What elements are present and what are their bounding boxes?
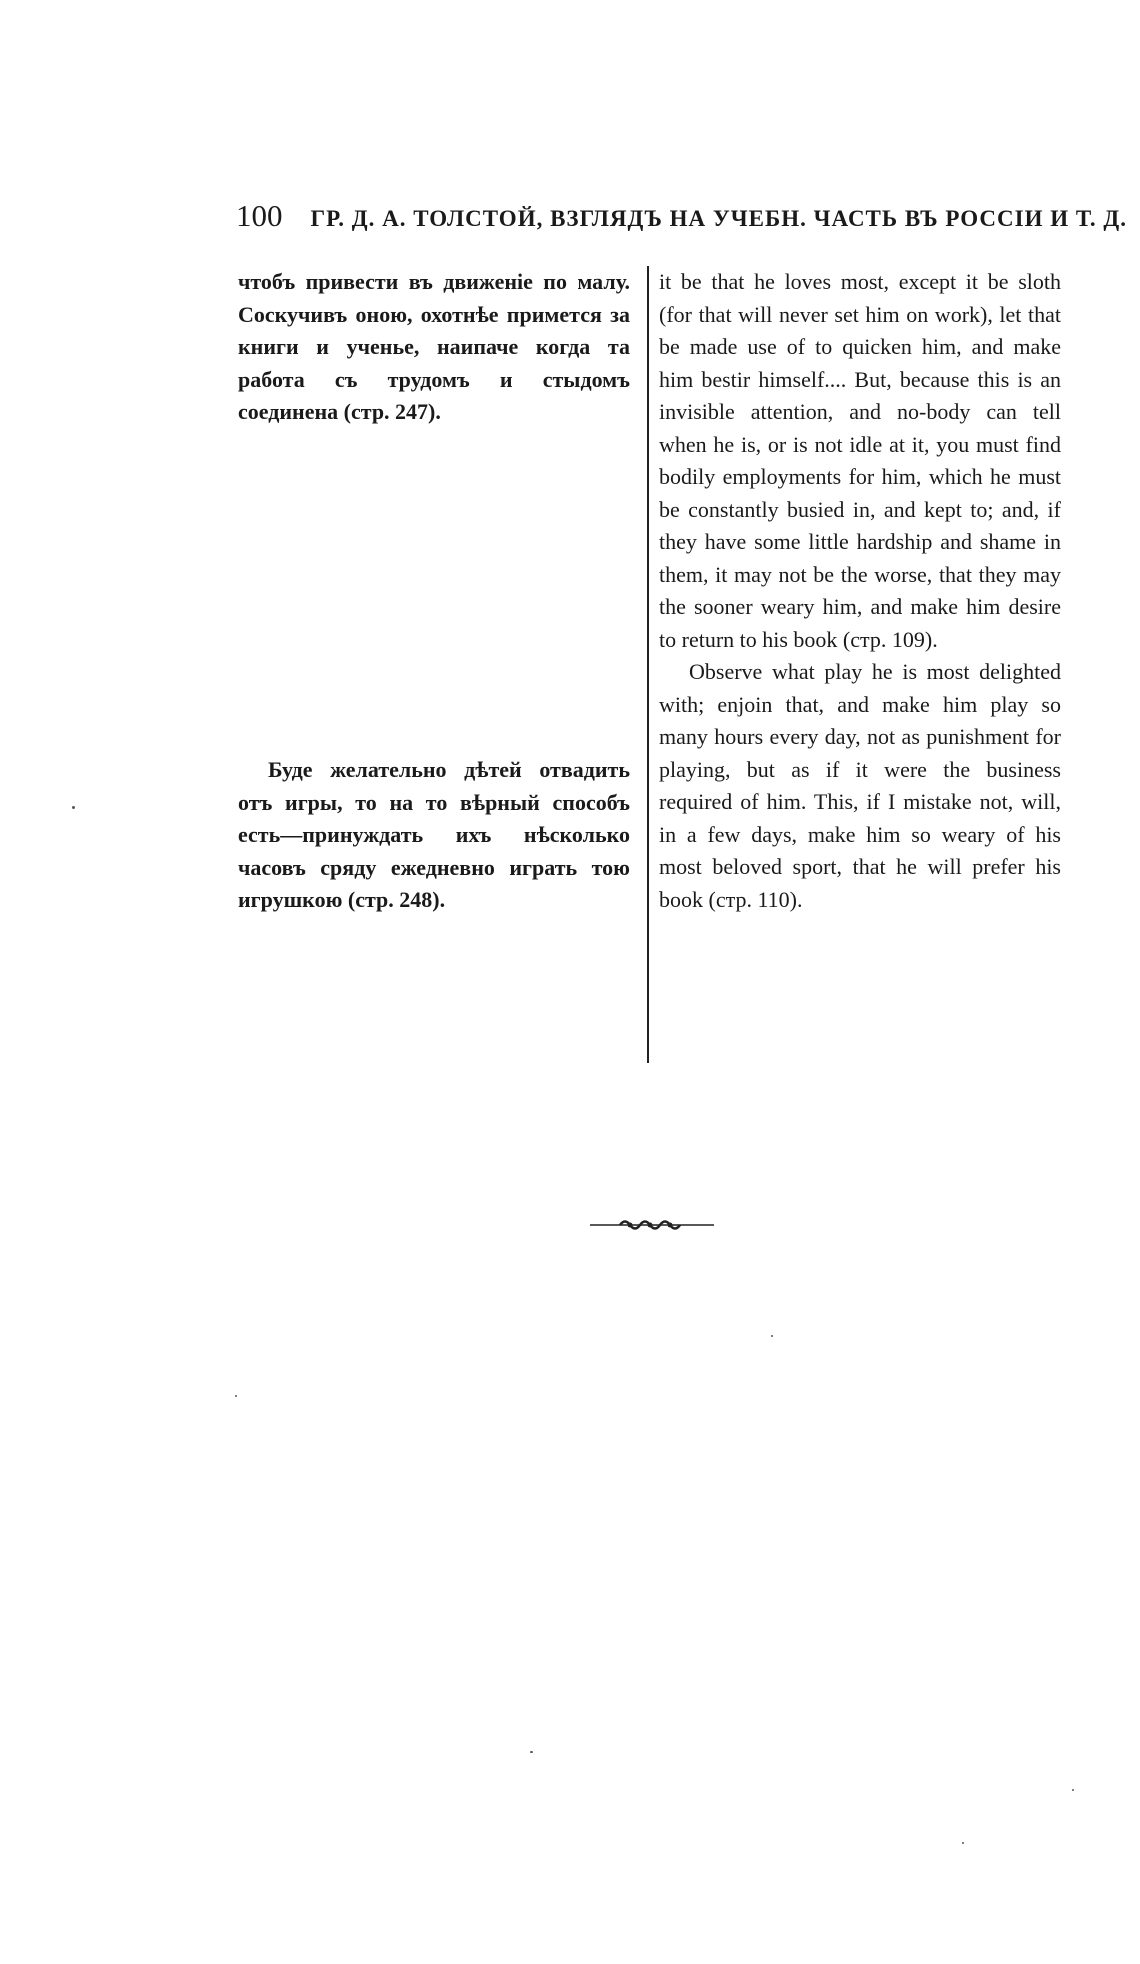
- paper-speck: [1072, 1789, 1074, 1791]
- right-paragraph-1: it be that he loves most, except it be sloth (for that will never set him on work), let that be made use of to quicken him, and make him bestir himself.... But, because this is an invisible attention, and no-body can tell when he is, or is not idle at it, you must find bodily employments for him, which he must be constantly busied in, and kept to; and, if they have some little hardship and shame in them, it may not be the worse, that they may the sooner weary him, and make him desire to return to his book (стр. 109).: [659, 269, 1061, 652]
- paper-speck: [235, 1395, 237, 1397]
- paper-speck: [771, 1335, 773, 1337]
- left-paragraph-1: чтобъ привести въ движеніе по малу. Соскучивъ оною, охотнѣе примется за книги и ученье, наипаче когда та работа съ трудомъ и стыдомъ соединена (стр. 247).: [238, 269, 630, 424]
- paper-speck: [962, 1842, 964, 1844]
- paper-speck: [72, 806, 75, 809]
- paper-speck: [530, 1751, 533, 1753]
- right-column-english: [659, 266, 1061, 916]
- page-header: [236, 198, 1127, 246]
- tailpiece-ornament-icon: [590, 1215, 714, 1235]
- running-head: ГР. Д. А. ТОЛСТОЙ, ВЗГЛЯДЪ НА УЧЕБН. ЧАСТЬ ВЪ РОССІИ И Т. Д.: [310, 206, 1127, 231]
- left-paragraph-2: Буде желательно дѣтей отвадить отъ игры, то на то вѣрный способъ есть—принуждать ихъ нѣсколько часовъ сряду ежедневно играть тою игрушкою (стр. 248).: [238, 757, 630, 912]
- right-paragraph-2: Observe what play he is most delighted with; enjoin that, and make him play so many hours every day, not as punishment for playing, but as if it were the business required of him. This, if I mistake not, will, in a few days, make him so weary of his most beloved sport, that he will prefer his book (стр. 110).: [659, 659, 1061, 912]
- page-number: 100: [236, 198, 283, 233]
- column-divider: [647, 266, 649, 1063]
